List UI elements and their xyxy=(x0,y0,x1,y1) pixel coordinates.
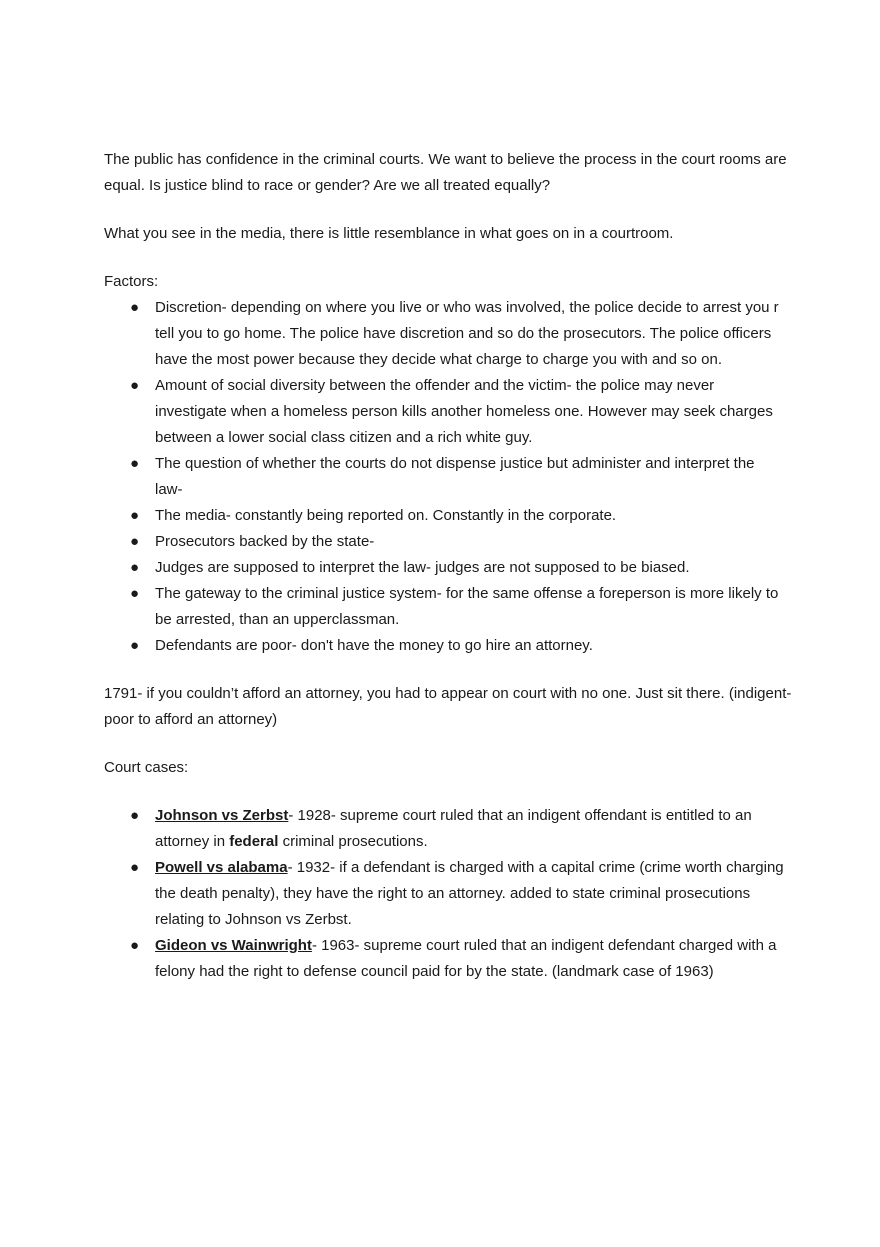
factor-item-media xyxy=(104,503,785,529)
factor-text: The media- constantly being reported on. Constantly in the corporate. xyxy=(155,507,617,524)
case-name: Johnson vs Zerbst xyxy=(155,807,289,824)
factor-text: Amount of social diversity between the offender and the victim- the police may never investigate when a homeless person kills another homeless one. However may seek charges between a lower social class citizen and a rich white guy. xyxy=(155,377,773,446)
bullet-icon: ● xyxy=(130,507,140,524)
case-text: - 1928- supreme court ruled that an indigent offendant is entitled to an attorney in xyxy=(155,807,752,850)
case-name: Powell vs alabama xyxy=(155,859,288,876)
bullet-icon: ● xyxy=(130,807,140,824)
case-bold-text: federal xyxy=(229,833,279,850)
factors-list xyxy=(104,295,794,659)
document-page xyxy=(104,147,794,985)
history-paragraph: 1791- if you couldn’t afford an attorney, you had to appear on court with no one. Just sit there. (indigent- poor to afford an attorney) xyxy=(104,685,792,728)
factor-item-defendants-poor xyxy=(104,633,785,659)
court-cases-label: Court cases: xyxy=(104,759,189,776)
bullet-icon: ● xyxy=(130,299,140,316)
bullet-icon: ● xyxy=(130,937,140,954)
factor-item-gateway xyxy=(104,581,785,633)
factor-item-social-diversity xyxy=(104,373,785,451)
bullet-icon: ● xyxy=(130,585,140,602)
bullet-icon: ● xyxy=(130,859,140,876)
bullet-icon: ● xyxy=(130,637,140,654)
factor-text: Defendants are poor- don't have the money to go hire an attorney. xyxy=(155,637,593,654)
bullet-icon: ● xyxy=(130,455,140,472)
factor-item-discretion xyxy=(104,295,785,373)
factor-text: Discretion- depending on where you live or who was involved, the police decide to arrest you r tell you to go home. The police have discretion and so do the prosecutors. The police officers have the most power because they decide what charge to charge you with and so on. xyxy=(155,299,779,368)
factor-text: Prosecutors backed by the state- xyxy=(155,533,375,550)
case-text-after: criminal prosecutions. xyxy=(278,833,428,850)
case-item-johnson-vs-zerbst xyxy=(104,803,785,855)
factor-text: The question of whether the courts do not dispense justice but administer and interpret the law- xyxy=(155,455,755,498)
intro-paragraph-1: The public has confidence in the criminal courts. We want to believe the process in the court rooms are equal. Is justice blind to race or gender? Are we all treated equally? xyxy=(104,151,787,194)
factor-text: Judges are supposed to interpret the law- judges are not supposed to be biased. xyxy=(155,559,690,576)
factor-text: The gateway to the criminal justice system- for the same offense a foreperson is more likely to be arrested, than an upperclassman. xyxy=(155,585,779,628)
case-text: - 1932- if a defendant is charged with a capital crime (crime worth charging the death penalty), they have the right to an attorney. added to state criminal prosecutions relating to Johnson vs Zerbst. xyxy=(155,859,784,928)
bullet-icon: ● xyxy=(130,533,140,550)
factor-item-prosecutors xyxy=(104,529,785,555)
intro-paragraph-2: What you see in the media, there is little resemblance in what goes on in a courtroom. xyxy=(104,225,674,242)
court-cases-list xyxy=(104,803,794,985)
case-item-powell-vs-alabama xyxy=(104,855,785,933)
bullet-icon: ● xyxy=(130,377,140,394)
case-text: - 1963- supreme court ruled that an indigent defendant charged with a felony had the right to defense council paid for by the state. (landmark case of 1963) xyxy=(155,937,777,980)
factors-label: Factors: xyxy=(104,273,159,290)
case-item-gideon-vs-wainwright xyxy=(104,933,785,985)
bullet-icon: ● xyxy=(130,559,140,576)
factor-item-courts-question xyxy=(104,451,785,503)
case-name: Gideon vs Wainwright xyxy=(155,937,312,954)
factor-item-judges xyxy=(104,555,785,581)
